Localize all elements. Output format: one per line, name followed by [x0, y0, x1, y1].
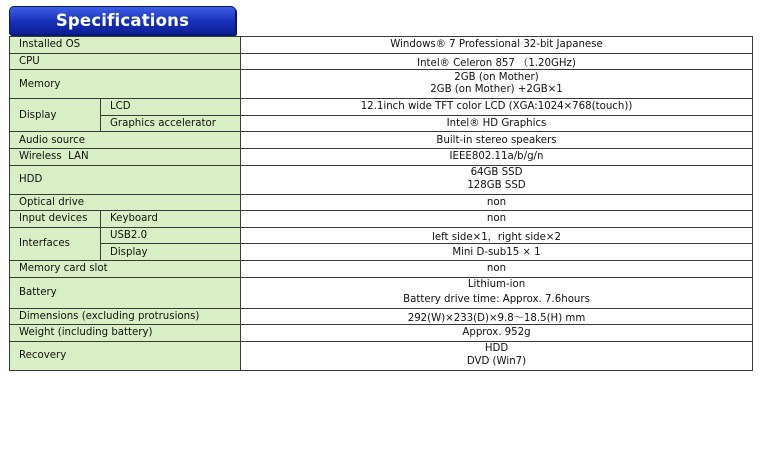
table-row [10, 244, 753, 261]
table-row [10, 277, 753, 308]
sub-label-lcd: LCD [101, 99, 241, 116]
row-label-hdd: HDD [10, 165, 241, 194]
table-row [10, 99, 753, 116]
table-row [10, 132, 753, 149]
row-value-cpu: Intel® Celeron 857 （1.20GHz) [241, 53, 753, 70]
battery-value-line-1: Lithium-ion [467, 279, 526, 291]
row-value-wlan: IEEE802.11a/b/g/n [241, 148, 753, 165]
table-row [10, 227, 753, 244]
row-value-usb: left side×1，right side×2 [241, 227, 753, 244]
row-label-os: Installed OS [10, 37, 241, 54]
row-value-memory [241, 70, 753, 99]
row-label-recovery: Recovery [10, 341, 241, 370]
row-label-audio: Audio source [10, 132, 241, 149]
sub-label-usb: USB2.0 [101, 227, 241, 244]
spec-table [9, 36, 753, 371]
table-row [10, 260, 753, 277]
sub-label-keyboard: Keyboard [101, 211, 241, 228]
row-label-wlan: Wireless LAN [10, 148, 241, 165]
row-label-optical: Optical drive [10, 194, 241, 211]
table-row [10, 53, 753, 70]
sub-label-display-port: Display [101, 244, 241, 261]
row-value-cardslot: non [241, 260, 753, 277]
row-value-battery [241, 277, 753, 308]
row-value-os: Windows® 7 Professional 32-bit Japanese [241, 37, 753, 54]
row-label-memory: Memory [10, 70, 241, 99]
recovery-value-line-2: DVD (Win7) [466, 355, 527, 367]
row-value-keyboard: non [241, 211, 753, 228]
table-row [10, 165, 753, 194]
row-label-input: Input devices [10, 211, 101, 228]
table-row [10, 70, 753, 99]
row-label-interfaces: Interfaces [10, 227, 101, 260]
row-value-graphics: Intel® HD Graphics [241, 115, 753, 132]
table-row [10, 308, 753, 325]
row-label-cardslot: Memory card slot [10, 260, 241, 277]
table-row [10, 148, 753, 165]
memory-value-line-2: 2GB (on Mother) +2GB×1 [430, 84, 563, 96]
row-value-recovery [241, 341, 753, 370]
row-value-hdd [241, 165, 753, 194]
hdd-value-line-2: 128GB SSD [467, 179, 526, 191]
row-label-battery: Battery [10, 277, 241, 308]
table-row [10, 341, 753, 370]
sub-label-graphics: Graphics accelerator [101, 115, 241, 132]
table-row [10, 211, 753, 228]
battery-value-line-2: Battery drive time: Approx. 7.6hours [403, 293, 590, 305]
row-value-weight: Approx. 952g [241, 325, 753, 342]
table-row [10, 115, 753, 132]
row-label-cpu: CPU [10, 53, 241, 70]
table-row [10, 194, 753, 211]
row-label-weight: Weight (including battery) [10, 325, 241, 342]
row-value-lcd: 12.1inch wide TFT color LCD (XGA:1024×768(touch)) [241, 99, 753, 116]
hdd-value-line-1: 64GB SSD [470, 166, 523, 178]
row-value-display-port: Mini D-sub15 × 1 [241, 244, 753, 261]
table-row [10, 325, 753, 342]
row-value-optical: non [241, 194, 753, 211]
memory-value-line-1: 2GB (on Mother) [454, 71, 539, 83]
recovery-value-line-1: HDD [484, 343, 509, 355]
table-row [10, 37, 753, 54]
row-label-display: Display [10, 99, 101, 132]
row-label-dimensions: Dimensions (excluding protrusions) [10, 308, 241, 325]
row-value-audio: Built-in stereo speakers [241, 132, 753, 149]
page-title: Specifications [9, 6, 236, 35]
row-value-dimensions: 292(W)×233(D)×9.8～18.5(H) mm [241, 308, 753, 325]
